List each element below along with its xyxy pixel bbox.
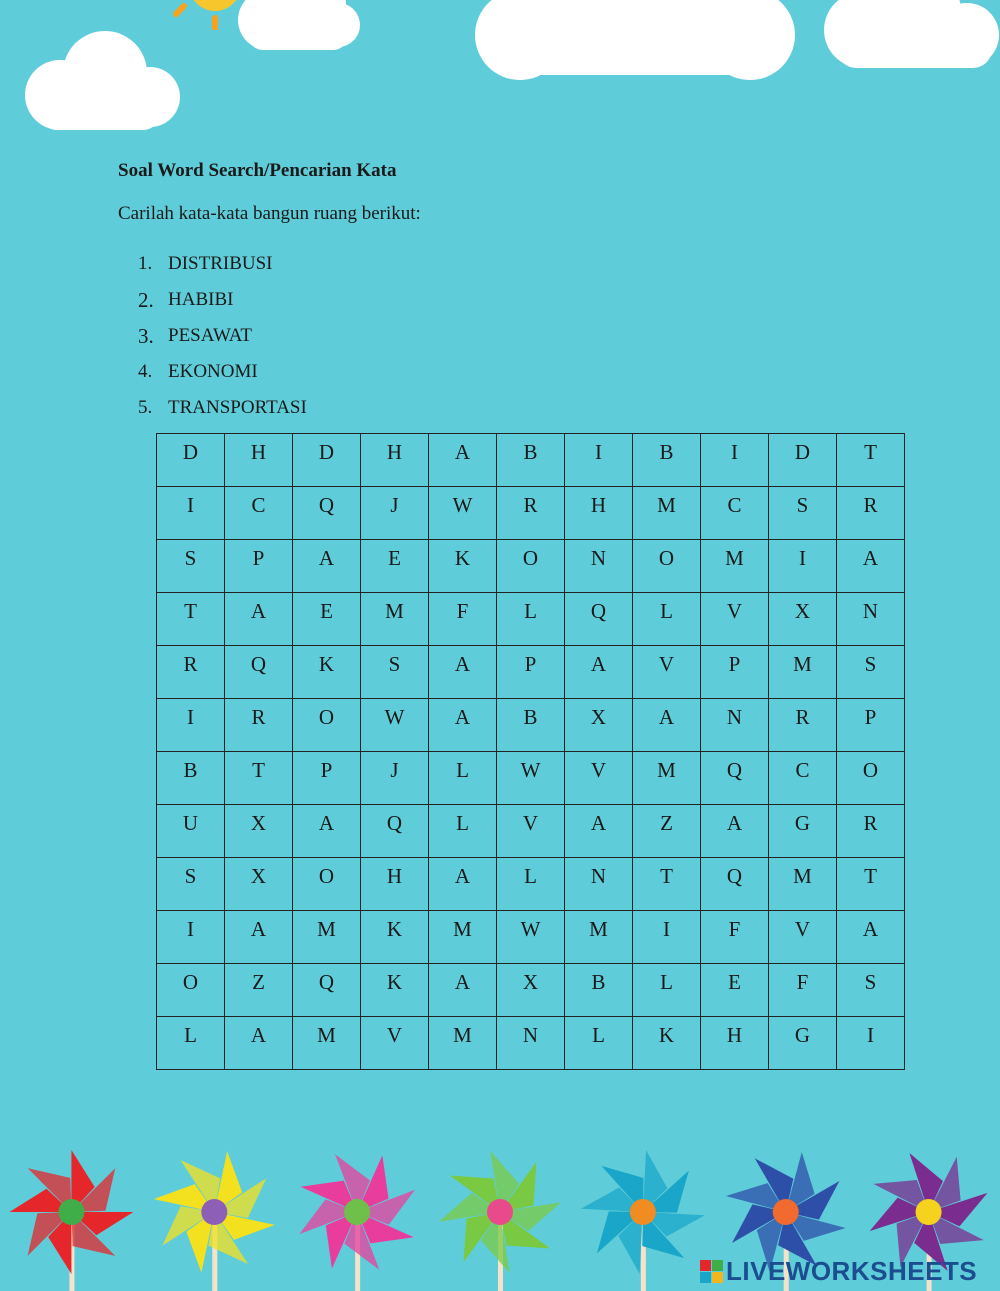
grid-cell: Q <box>565 593 633 646</box>
grid-cell: T <box>633 858 701 911</box>
grid-row <box>157 752 905 805</box>
grid-cell: A <box>225 593 293 646</box>
grid-cell: L <box>429 805 497 858</box>
grid-cell: A <box>293 805 361 858</box>
cloud-top-right-icon <box>460 0 820 90</box>
grid-row <box>157 646 905 699</box>
grid-cell: S <box>769 487 837 540</box>
grid-cell: K <box>361 911 429 964</box>
grid-cell: N <box>565 540 633 593</box>
list-number: 2. <box>138 287 154 312</box>
grid-cell: L <box>633 964 701 1017</box>
grid-cell: R <box>225 699 293 752</box>
word-label: TRANSPORTASI <box>168 397 307 418</box>
pinwheel-icon <box>299 1154 415 1291</box>
grid-cell: N <box>701 699 769 752</box>
word-search-grid <box>156 433 905 1070</box>
grid-cell: V <box>633 646 701 699</box>
grid-cell: D <box>293 434 361 487</box>
list-item <box>138 246 307 282</box>
grid-cell: H <box>361 858 429 911</box>
grid-cell: V <box>361 1017 429 1070</box>
grid-cell: D <box>157 434 225 487</box>
grid-cell: A <box>565 805 633 858</box>
word-label: EKONOMI <box>168 361 258 382</box>
grid-cell: C <box>769 752 837 805</box>
grid-cell: A <box>429 964 497 1017</box>
grid-cell: P <box>837 699 905 752</box>
grid-cell: H <box>225 434 293 487</box>
grid-row <box>157 964 905 1017</box>
logo-text: LIVEWORKSHEETS <box>726 1256 978 1286</box>
grid-cell: A <box>429 434 497 487</box>
grid-cell: O <box>293 699 361 752</box>
grid-row <box>157 1017 905 1070</box>
pinwheel-icon <box>9 1150 133 1291</box>
grid-cell: M <box>769 646 837 699</box>
grid-cell: X <box>769 593 837 646</box>
grid-cell: V <box>769 911 837 964</box>
grid-cell: K <box>633 1017 701 1070</box>
grid-cell: W <box>497 752 565 805</box>
grid-cell: X <box>225 805 293 858</box>
grid-cell: K <box>293 646 361 699</box>
grid-cell: A <box>429 699 497 752</box>
word-list <box>138 246 307 426</box>
grid-cell: M <box>429 911 497 964</box>
grid-cell: A <box>701 805 769 858</box>
grid-cell: R <box>497 487 565 540</box>
grid-row <box>157 699 905 752</box>
grid-cell: A <box>429 646 497 699</box>
liveworksheets-logo <box>700 1256 977 1287</box>
grid-cell: N <box>497 1017 565 1070</box>
grid-row <box>157 593 905 646</box>
grid-cell: W <box>429 487 497 540</box>
grid-cell: B <box>157 752 225 805</box>
grid-cell: B <box>565 964 633 1017</box>
grid-cell: V <box>497 805 565 858</box>
grid-cell: O <box>497 540 565 593</box>
grid-cell: H <box>361 434 429 487</box>
pinwheel-icon <box>154 1151 275 1291</box>
grid-cell: G <box>769 805 837 858</box>
grid-row <box>157 911 905 964</box>
grid-cell: C <box>225 487 293 540</box>
grid-cell: L <box>429 752 497 805</box>
instruction-text: Carilah kata-kata bangun ruang berikut: <box>118 203 421 224</box>
grid-cell: M <box>565 911 633 964</box>
grid-cell: R <box>769 699 837 752</box>
grid-cell: L <box>157 1017 225 1070</box>
grid-cell: L <box>497 593 565 646</box>
grid-cell: A <box>837 911 905 964</box>
grid-cell: T <box>837 434 905 487</box>
pinwheel-icon <box>581 1150 705 1291</box>
grid-cell: X <box>497 964 565 1017</box>
grid-cell: J <box>361 752 429 805</box>
grid-cell: O <box>633 540 701 593</box>
grid-cell: R <box>837 487 905 540</box>
grid-cell: N <box>565 858 633 911</box>
grid-cell: L <box>497 858 565 911</box>
grid-cell: M <box>633 752 701 805</box>
grid-cell: S <box>837 964 905 1017</box>
grid-cell: J <box>361 487 429 540</box>
grid-cell: P <box>497 646 565 699</box>
grid-cell: I <box>701 434 769 487</box>
grid-cell: A <box>225 911 293 964</box>
grid-cell: S <box>157 540 225 593</box>
grid-cell: A <box>837 540 905 593</box>
grid-cell: B <box>497 434 565 487</box>
grid-cell: U <box>157 805 225 858</box>
grid-cell: Q <box>701 858 769 911</box>
word-label: HABIBI <box>168 289 234 310</box>
grid-cell: H <box>565 487 633 540</box>
grid-cell: E <box>293 593 361 646</box>
grid-cell: R <box>837 805 905 858</box>
grid-cell: M <box>633 487 701 540</box>
grid-cell: I <box>837 1017 905 1070</box>
grid-cell: A <box>565 646 633 699</box>
logo-badge-icon <box>700 1260 723 1283</box>
grid-row <box>157 540 905 593</box>
grid-cell: O <box>157 964 225 1017</box>
grid-cell: M <box>769 858 837 911</box>
grid-cell: S <box>837 646 905 699</box>
grid-cell: O <box>837 752 905 805</box>
grid-cell: M <box>361 593 429 646</box>
grid-cell: T <box>157 593 225 646</box>
grid-cell: H <box>701 1017 769 1070</box>
grid-cell: X <box>565 699 633 752</box>
cloud-far-right-icon <box>812 0 1000 80</box>
grid-cell: I <box>157 487 225 540</box>
grid-cell: S <box>361 646 429 699</box>
grid-cell: Z <box>633 805 701 858</box>
word-label: PESAWAT <box>168 325 252 346</box>
grid-cell: N <box>837 593 905 646</box>
grid-cell: Z <box>225 964 293 1017</box>
grid-cell: F <box>701 911 769 964</box>
grid-cell: I <box>633 911 701 964</box>
grid-cell: A <box>225 1017 293 1070</box>
grid-row <box>157 434 905 487</box>
grid-cell: L <box>633 593 701 646</box>
grid-cell: R <box>157 646 225 699</box>
grid-cell: D <box>769 434 837 487</box>
grid-cell: L <box>565 1017 633 1070</box>
list-number: 4. <box>138 361 153 382</box>
cloud-top-center-icon <box>228 0 363 60</box>
grid-cell: Q <box>701 752 769 805</box>
grid-cell: O <box>293 858 361 911</box>
grid-cell: B <box>633 434 701 487</box>
grid-cell: C <box>701 487 769 540</box>
grid-cell: P <box>225 540 293 593</box>
list-item <box>138 390 307 426</box>
grid-cell: X <box>225 858 293 911</box>
grid-cell: F <box>429 593 497 646</box>
pinwheel-icon <box>439 1151 561 1291</box>
grid-cell: E <box>361 540 429 593</box>
grid-cell: T <box>837 858 905 911</box>
grid-cell: K <box>361 964 429 1017</box>
list-item <box>138 354 307 390</box>
grid-cell: A <box>293 540 361 593</box>
grid-row <box>157 858 905 911</box>
grid-cell: V <box>701 593 769 646</box>
grid-row <box>157 487 905 540</box>
grid-cell: W <box>497 911 565 964</box>
grid-cell: P <box>701 646 769 699</box>
grid-cell: E <box>701 964 769 1017</box>
grid-cell: F <box>769 964 837 1017</box>
grid-cell: S <box>157 858 225 911</box>
grid-cell: Q <box>293 487 361 540</box>
grid-cell: A <box>633 699 701 752</box>
grid-cell: M <box>293 1017 361 1070</box>
list-item <box>138 282 307 318</box>
grid-cell: W <box>361 699 429 752</box>
grid-cell: Q <box>225 646 293 699</box>
grid-row <box>157 805 905 858</box>
grid-cell: V <box>565 752 633 805</box>
grid-cell: Q <box>361 805 429 858</box>
list-number: 1. <box>138 253 153 274</box>
list-number: 3. <box>138 323 154 348</box>
page-title: Soal Word Search/Pencarian Kata <box>118 160 397 181</box>
grid-cell: B <box>497 699 565 752</box>
grid-cell: I <box>157 699 225 752</box>
list-number: 5. <box>138 397 153 418</box>
grid-cell: M <box>701 540 769 593</box>
grid-cell: K <box>429 540 497 593</box>
grid-cell: I <box>769 540 837 593</box>
cloud-left-icon <box>10 25 190 140</box>
word-label: DISTRIBUSI <box>168 253 273 274</box>
grid-cell: G <box>769 1017 837 1070</box>
grid-cell: M <box>293 911 361 964</box>
grid-cell: I <box>565 434 633 487</box>
grid-cell: P <box>293 752 361 805</box>
grid-cell: I <box>157 911 225 964</box>
grid-cell: A <box>429 858 497 911</box>
grid-cell: M <box>429 1017 497 1070</box>
list-item <box>138 318 307 354</box>
grid-cell: T <box>225 752 293 805</box>
grid-cell: Q <box>293 964 361 1017</box>
